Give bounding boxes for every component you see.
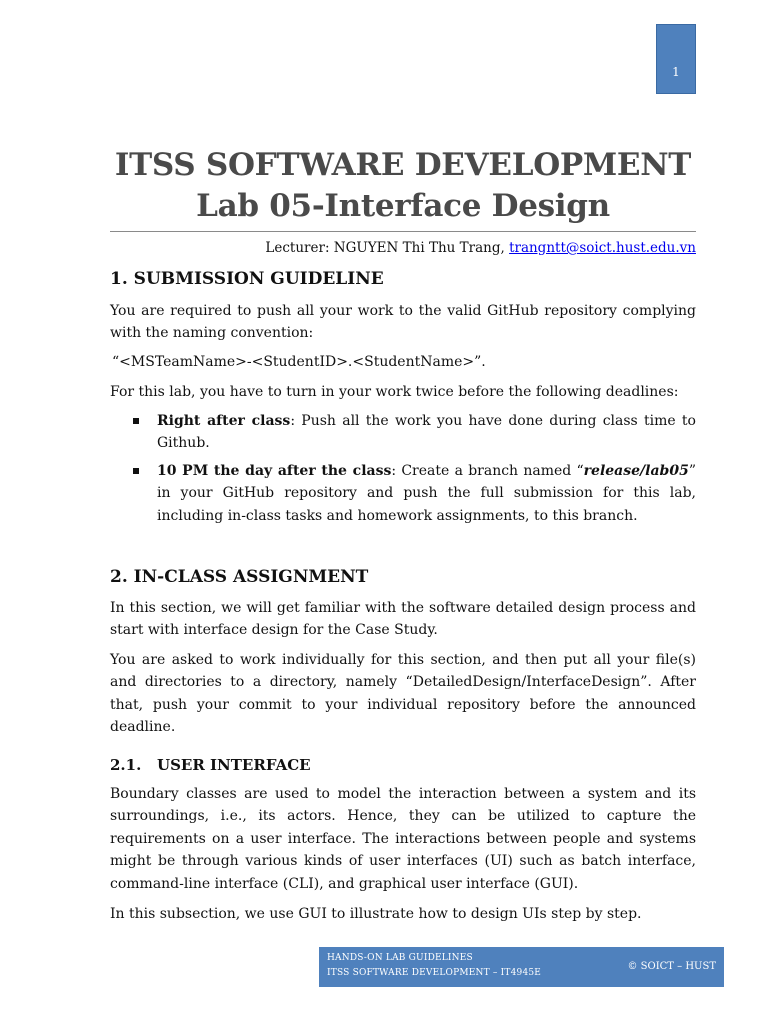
section-title: USER INTERFACE xyxy=(157,756,311,774)
page-footer xyxy=(319,947,724,987)
section-2-1-paragraph-2: In this subsection, we use GUI to illustrate how to design UIs step by step. xyxy=(110,906,642,922)
section-2-heading: 2. IN-CLASS ASSIGNMENT xyxy=(110,567,369,587)
section-2-paragraph-1: In this section, we will get familiar with the software detailed design process and start with interface design for the Case Study. xyxy=(110,600,696,639)
bullet-icon xyxy=(133,418,139,424)
lecturer-line xyxy=(265,240,696,256)
bullet-icon xyxy=(133,468,139,474)
lecturer-name: Lecturer: NGUYEN Thi Thu Trang, xyxy=(265,240,505,256)
document-subtitle: Lab 05-Interface Design xyxy=(196,188,610,224)
page-number: 1 xyxy=(672,65,680,79)
section-number: 2.1. xyxy=(110,756,142,774)
footer-copyright: © SOICT – HUST xyxy=(627,961,716,972)
bullet-text: : Push all the work you have done during class time to Github. xyxy=(157,413,696,452)
section-2-1-heading xyxy=(110,756,311,774)
bullet-text-before: : Create a branch named “ xyxy=(391,463,584,479)
section-1-paragraph-3: For this lab, you have to turn in your work twice before the following deadlines: xyxy=(110,384,679,400)
list-item xyxy=(157,460,696,527)
section-2-paragraph-2: You are asked to work individually for this section, and then put all your file(s) and directories to a directory, namely “DetailedDesign/InterfaceDesign”. After that, push your commit to your individual repository before the announced deadline. xyxy=(110,652,696,736)
branch-name: release/lab05 xyxy=(583,463,689,479)
footer-line-2: ITSS SOFTWARE DEVELOPMENT – IT4945E xyxy=(327,968,542,978)
lecturer-email-link[interactable]: trangntt@soict.hust.edu.vn xyxy=(509,240,696,256)
bullet-text-after: ” in your GitHub repository and push the full submission for this lab, including in-class tasks and homework assignments, to this branch. xyxy=(157,463,696,524)
page-number-box xyxy=(656,24,696,94)
footer-line-1: HANDS-ON LAB GUIDELINES xyxy=(327,953,473,963)
bullet-bold-label: Right after class xyxy=(157,413,291,429)
section-1-naming-convention: “<MSTeamName>-<StudentID>.<StudentName>”. xyxy=(112,354,486,370)
section-2-1-paragraph-1: Boundary classes are used to model the interaction between a system and its surroundings, i.e., its actors. Hence, they can be utilized to capture the requirements on a user interface. The interactions between people and systems might be through various kinds of user interfaces (UI) such as batch interface, command-line interface (CLI), and graphical user interface (GUI). xyxy=(110,786,696,892)
title-divider xyxy=(110,231,696,232)
section-1-heading: 1. SUBMISSION GUIDELINE xyxy=(110,269,384,289)
document-title: ITSS SOFTWARE DEVELOPMENT xyxy=(114,147,692,183)
list-item xyxy=(157,410,696,455)
section-1-paragraph-1: You are required to push all your work to the valid GitHub repository complying with the naming convention: xyxy=(110,303,696,342)
bullet-bold-label: 10 PM the day after the class xyxy=(157,463,392,479)
